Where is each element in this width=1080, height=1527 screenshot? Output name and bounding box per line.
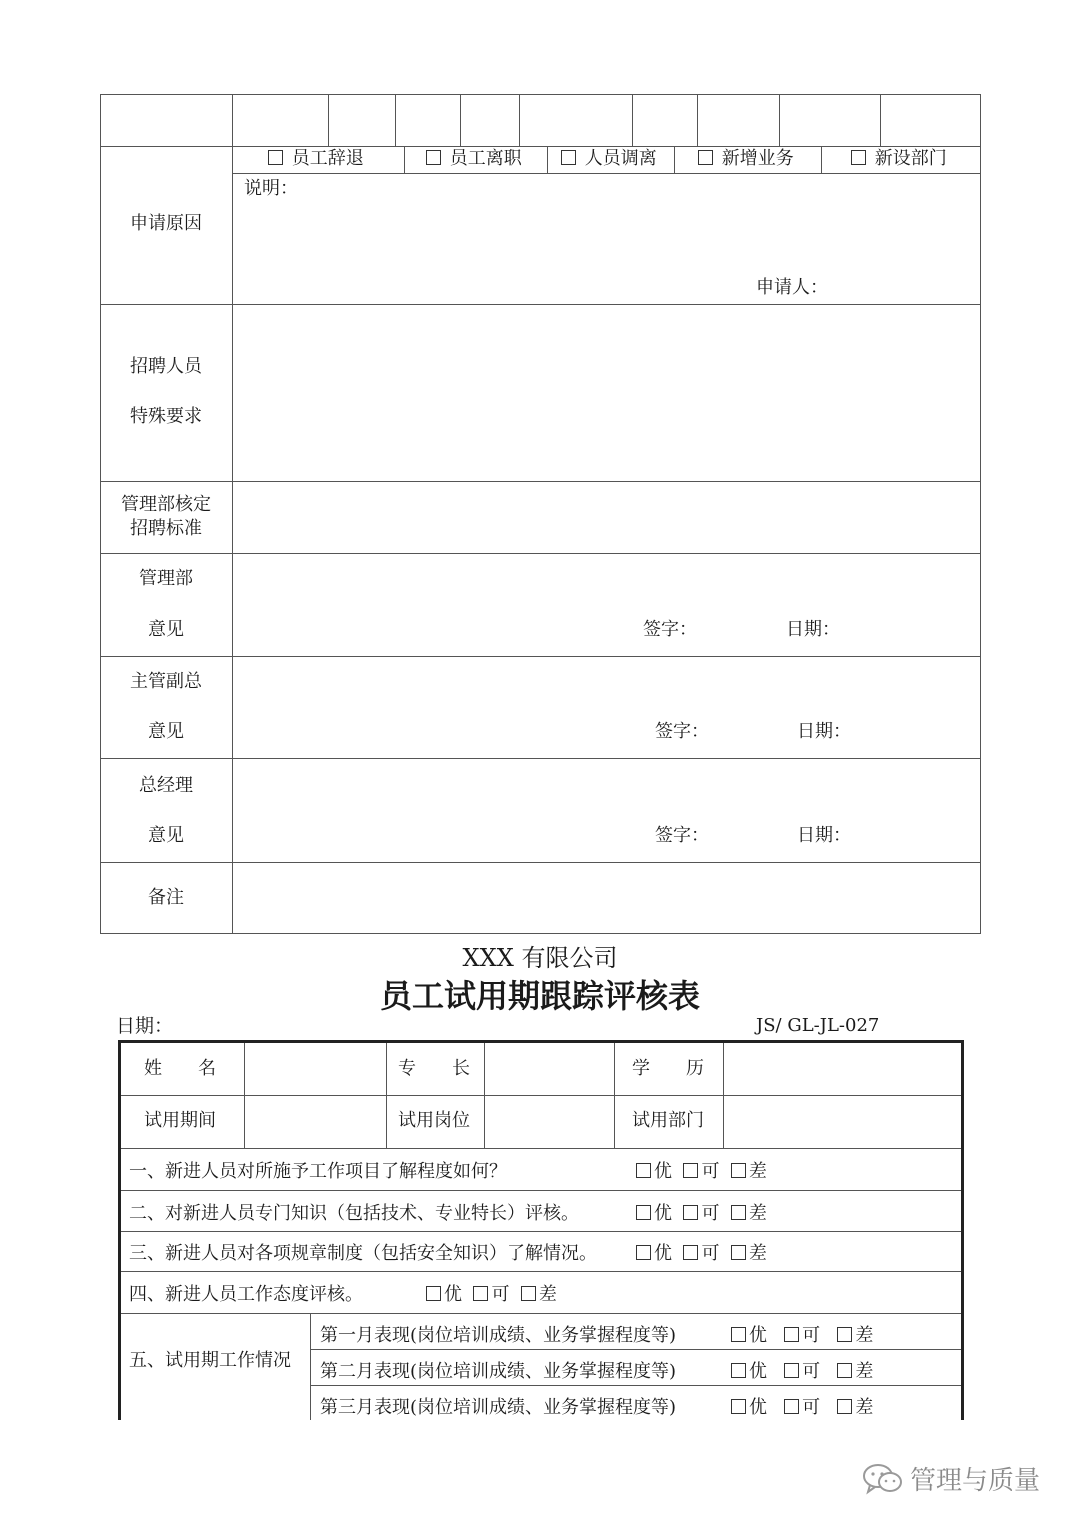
checkbox-icon xyxy=(731,1205,746,1220)
gm-label-2: 意见 xyxy=(148,825,184,846)
checkbox-icon xyxy=(683,1205,698,1220)
post-label: 试用岗位 xyxy=(398,1110,470,1131)
vp-sign-label: 签字： xyxy=(655,721,709,742)
education-label: 学 历 xyxy=(632,1058,704,1079)
reason-label: 申请原因 xyxy=(130,213,202,234)
checkbox-icon xyxy=(784,1327,799,1342)
explain-label: 说明： xyxy=(244,178,298,199)
checkbox-icon xyxy=(731,1399,746,1414)
mgmt-label-1: 管理部 xyxy=(139,568,193,589)
gm-sign-label: 签字： xyxy=(655,825,709,846)
dept-label: 试用部门 xyxy=(632,1110,704,1131)
form-date-label: 日期： xyxy=(116,1015,174,1037)
month-2-label: 第二月表现(岗位培训成绩、业务掌握程度等) xyxy=(320,1361,677,1382)
month-1-label: 第一月表现(岗位培训成绩、业务掌握程度等) xyxy=(320,1325,677,1346)
gm-label-1: 总经理 xyxy=(139,775,193,796)
question-4: 四、新进人员工作态度评核。 xyxy=(129,1284,363,1305)
checkbox-icon xyxy=(636,1163,651,1178)
question-3: 三、新进人员对各项规章制度（包括安全知识）了解情况。 xyxy=(129,1243,597,1264)
mgmt-date-label: 日期： xyxy=(786,619,840,640)
m1-ratings[interactable]: 优 可 差 xyxy=(731,1327,873,1345)
gm-date-label: 日期： xyxy=(797,825,851,846)
q1-ratings[interactable]: 优 可 差 xyxy=(636,1163,767,1181)
vp-label-1: 主管副总 xyxy=(130,671,202,692)
period-label: 试用期间 xyxy=(144,1110,216,1131)
special-req-label-1: 招聘人员 xyxy=(130,356,202,377)
checkbox-icon xyxy=(837,1399,852,1414)
month-3-label: 第三月表现(岗位培训成绩、业务掌握程度等) xyxy=(320,1397,677,1418)
checkbox-icon xyxy=(837,1327,852,1342)
checkbox-icon xyxy=(731,1363,746,1378)
reason-option-dismiss[interactable]: 员工辞退 xyxy=(268,150,364,168)
checkbox-icon xyxy=(426,150,441,165)
watermark xyxy=(862,1460,1040,1497)
m3-ratings[interactable]: 优 可 差 xyxy=(731,1399,873,1417)
q2-ratings[interactable]: 优 可 差 xyxy=(636,1205,767,1223)
vp-date-label: 日期： xyxy=(797,721,851,742)
checkbox-icon xyxy=(784,1363,799,1378)
checkbox-icon xyxy=(683,1245,698,1260)
q4-ratings[interactable]: 优 可 差 xyxy=(426,1286,557,1304)
special-req-label-2: 特殊要求 xyxy=(130,406,202,427)
checkbox-icon xyxy=(636,1205,651,1220)
std-label-1: 管理部核定 xyxy=(121,494,211,515)
company-name: XXX 有限公司 xyxy=(462,944,618,972)
checkbox-icon xyxy=(851,150,866,165)
checkbox-icon xyxy=(784,1399,799,1414)
reason-option-transfer[interactable]: 人员调离 xyxy=(561,150,657,168)
reason-option-new-dept[interactable]: 新设部门 xyxy=(851,150,947,168)
std-label-2: 招聘标准 xyxy=(130,518,202,539)
q3-ratings[interactable]: 优 可 差 xyxy=(636,1245,767,1263)
name-label: 姓 名 xyxy=(144,1058,216,1079)
checkbox-icon xyxy=(837,1363,852,1378)
checkbox-icon xyxy=(473,1286,488,1301)
form-title: 员工试用期跟踪评核表 xyxy=(379,977,701,1015)
question-1: 一、新进人员对所施予工作项目了解程度如何？ xyxy=(129,1161,507,1182)
specialty-label: 专 长 xyxy=(398,1058,470,1079)
checkbox-icon xyxy=(636,1245,651,1260)
mgmt-label-2: 意见 xyxy=(148,619,184,640)
checkbox-icon xyxy=(268,150,283,165)
form-code: JS/ GL-JL-027 xyxy=(756,1015,880,1036)
mgmt-sign-label: 签字： xyxy=(643,619,697,640)
remark-label: 备注 xyxy=(148,887,184,908)
reason-option-resign[interactable]: 员工离职 xyxy=(426,150,522,168)
checkbox-icon xyxy=(561,150,576,165)
wechat-icon xyxy=(862,1462,904,1496)
m2-ratings[interactable]: 优 可 差 xyxy=(731,1363,873,1381)
question-2: 二、对新进人员专门知识（包括技术、专业特长）评核。 xyxy=(129,1203,579,1224)
applicant-label: 申请人： xyxy=(756,277,828,298)
checkbox-icon xyxy=(731,1245,746,1260)
reason-option-new-business[interactable]: 新增业务 xyxy=(698,150,794,168)
vp-label-2: 意见 xyxy=(148,721,184,742)
question-5: 五、试用期工作情况 xyxy=(129,1350,291,1371)
checkbox-icon xyxy=(731,1163,746,1178)
checkbox-icon xyxy=(683,1163,698,1178)
watermark-text: 管理与质量 xyxy=(910,1466,1041,1496)
checkbox-icon xyxy=(731,1327,746,1342)
checkbox-icon xyxy=(521,1286,536,1301)
checkbox-icon xyxy=(426,1286,441,1301)
checkbox-icon xyxy=(698,150,713,165)
